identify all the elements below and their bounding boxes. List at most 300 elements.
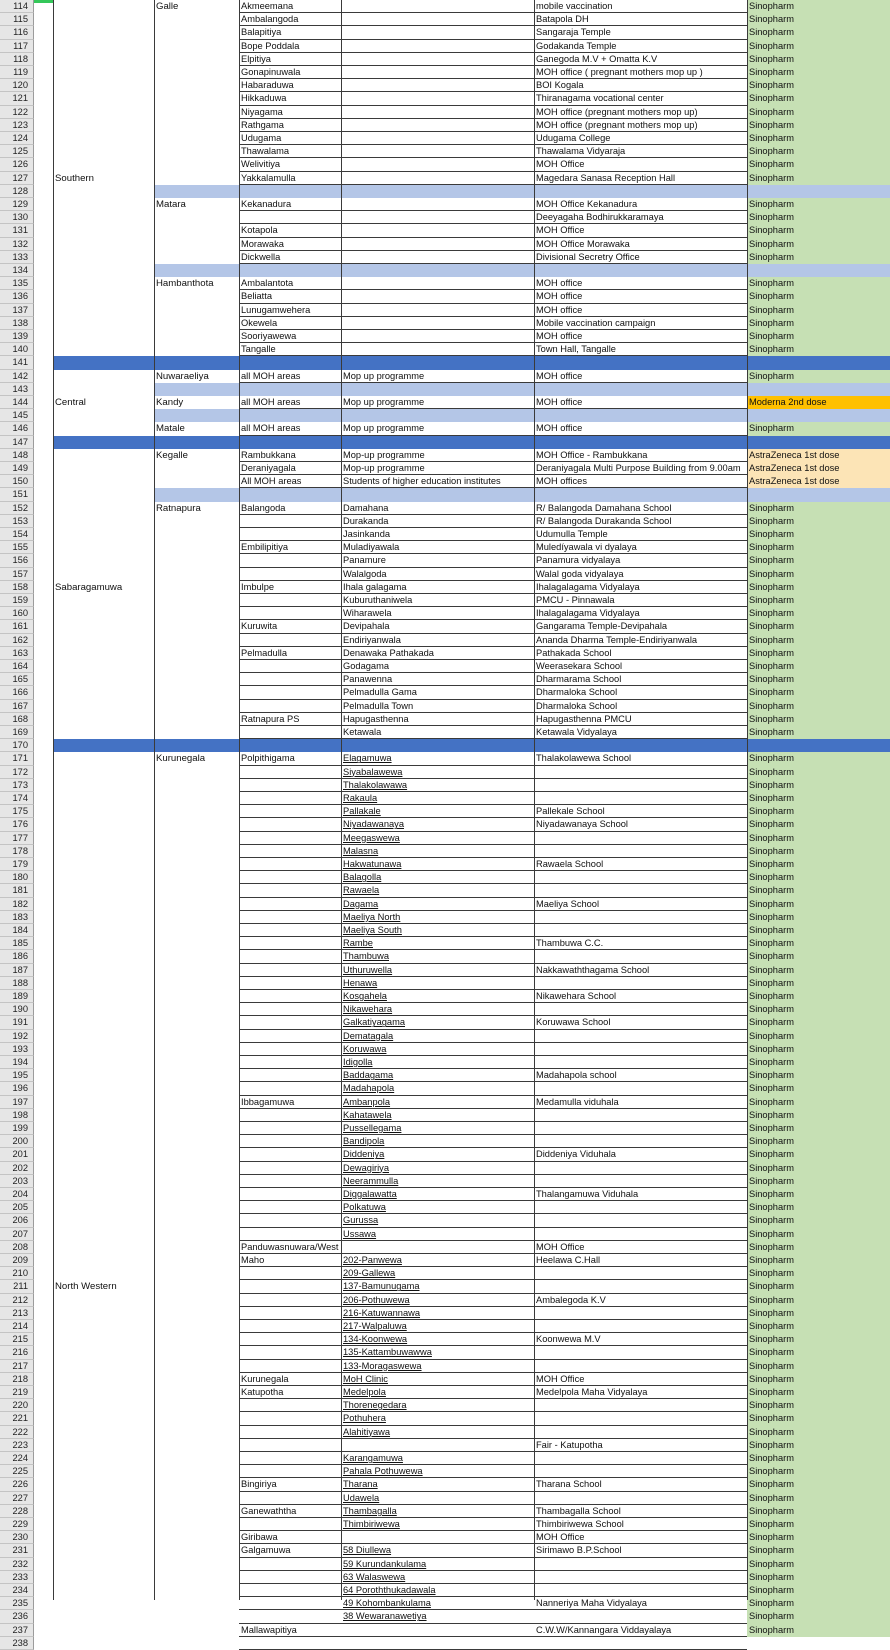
- row-number[interactable]: 230: [0, 1531, 34, 1544]
- row-number[interactable]: 168: [0, 713, 34, 726]
- blank-cell[interactable]: [34, 198, 53, 211]
- row-number[interactable]: 137: [0, 304, 34, 317]
- gn-division-cell[interactable]: Hapugasthenna: [343, 713, 409, 724]
- vaccination-center-cell[interactable]: C.W.W/Kannangara Viddayalaya: [536, 1624, 672, 1635]
- district-label[interactable]: Ratnapura: [156, 502, 201, 514]
- row-number[interactable]: 145: [0, 409, 34, 422]
- vaccine-type-cell[interactable]: Sinopharm: [747, 1228, 890, 1241]
- row-number[interactable]: 114: [0, 0, 34, 13]
- row-number[interactable]: 221: [0, 1412, 34, 1425]
- blank-cell[interactable]: [34, 1386, 53, 1399]
- row-number[interactable]: 151: [0, 488, 34, 501]
- blank-cell[interactable]: [34, 911, 53, 924]
- row-number[interactable]: 125: [0, 145, 34, 158]
- row-number[interactable]: 214: [0, 1320, 34, 1333]
- blank-cell[interactable]: [34, 422, 53, 435]
- blank-cell[interactable]: [34, 752, 53, 765]
- blank-cell[interactable]: [34, 1016, 53, 1029]
- gn-division-cell[interactable]: 59 Kurundankulama: [343, 1558, 427, 1569]
- moh-area-cell[interactable]: Imbulpe: [241, 581, 275, 592]
- blank-cell[interactable]: [34, 660, 53, 673]
- vaccine-type-cell[interactable]: Sinopharm: [747, 1373, 890, 1386]
- gn-division-cell[interactable]: Madahapola: [343, 1083, 395, 1094]
- gn-division-cell[interactable]: 217-Walpaluwa: [343, 1321, 407, 1331]
- vaccine-type-cell[interactable]: Sinopharm: [747, 1412, 890, 1425]
- moh-area-cell[interactable]: Hikkaduwa: [241, 93, 287, 104]
- moh-area-cell[interactable]: Kotapola: [241, 225, 278, 236]
- row-number[interactable]: 116: [0, 26, 34, 39]
- blank-cell[interactable]: [34, 1610, 53, 1623]
- gn-division-cell[interactable]: Pussellegama: [343, 1123, 402, 1133]
- vaccine-type-cell[interactable]: Sinopharm: [747, 1505, 890, 1518]
- row-number[interactable]: 218: [0, 1373, 34, 1386]
- blank-cell[interactable]: [34, 1492, 53, 1505]
- gn-division-cell[interactable]: Rambe: [343, 938, 373, 949]
- gn-division-cell[interactable]: Endiriyanwala: [343, 634, 401, 645]
- gn-division-cell[interactable]: Pelmadulla Gama: [343, 687, 417, 698]
- gn-division-cell[interactable]: Dematagala: [343, 1030, 394, 1041]
- row-number[interactable]: 176: [0, 818, 34, 831]
- blank-cell[interactable]: [34, 1228, 53, 1241]
- gn-division-cell[interactable]: Medelpola: [343, 1387, 386, 1397]
- gn-division-cell[interactable]: Mop up programme: [343, 423, 425, 434]
- blank-cell[interactable]: [34, 634, 53, 647]
- gn-division-cell[interactable]: 63 Walaswewa: [343, 1571, 406, 1582]
- vaccination-center-cell[interactable]: MOH office (pregnant mothers mop up): [536, 106, 698, 117]
- blank-cell[interactable]: [34, 1254, 53, 1267]
- moh-area-cell[interactable]: Ambalantota: [241, 278, 294, 289]
- vaccination-center-cell[interactable]: R/ Balangoda Durakanda School: [536, 515, 672, 526]
- vaccination-center-cell[interactable]: MOH office: [536, 291, 583, 302]
- vaccine-type-cell[interactable]: Sinopharm: [747, 1558, 890, 1571]
- gn-division-cell[interactable]: Idigolla: [343, 1057, 373, 1067]
- row-number[interactable]: 135: [0, 277, 34, 290]
- row-number[interactable]: 134: [0, 264, 34, 277]
- vaccination-center-cell[interactable]: R/ Balangoda Damahana School: [536, 502, 672, 513]
- blank-cell[interactable]: [34, 832, 53, 845]
- moh-area-cell[interactable]: Panduwasnuwara/West: [241, 1241, 339, 1252]
- row-number[interactable]: 238: [0, 1637, 34, 1650]
- gn-division-cell[interactable]: Devipahala: [343, 621, 390, 632]
- row-number[interactable]: 120: [0, 79, 34, 92]
- blank-cell[interactable]: [34, 554, 53, 567]
- vaccine-type-cell[interactable]: Sinopharm: [747, 726, 890, 739]
- blank-cell[interactable]: [34, 871, 53, 884]
- vaccine-type-cell[interactable]: Moderna 2nd dose: [747, 396, 890, 409]
- vaccine-type-cell[interactable]: Sinopharm: [747, 1584, 890, 1597]
- gn-division-cell[interactable]: 202-Panwewa: [343, 1255, 402, 1265]
- blank-cell[interactable]: [34, 1360, 53, 1373]
- blank-cell[interactable]: [34, 779, 53, 792]
- blank-cell[interactable]: [34, 1412, 53, 1425]
- row-number[interactable]: 195: [0, 1069, 34, 1082]
- district-label[interactable]: Kurunegala: [156, 753, 206, 765]
- vaccination-center-cell[interactable]: Hapugasthenna PMCU: [536, 713, 632, 724]
- row-number[interactable]: 165: [0, 673, 34, 686]
- vaccine-type-cell[interactable]: Sinopharm: [747, 1175, 890, 1188]
- blank-cell[interactable]: [34, 898, 53, 911]
- vaccine-type-cell[interactable]: Sinopharm: [747, 1294, 890, 1307]
- gn-division-cell[interactable]: Pahala Pothuwewa: [343, 1466, 423, 1477]
- blank-cell[interactable]: [34, 1109, 53, 1122]
- vaccination-center-cell[interactable]: Thalakolawewa School: [536, 753, 632, 764]
- row-number[interactable]: 171: [0, 752, 34, 765]
- gn-division-cell[interactable]: Thorenegedara: [343, 1400, 407, 1411]
- blank-cell[interactable]: [34, 1544, 53, 1557]
- row-number[interactable]: 201: [0, 1148, 34, 1161]
- moh-area-cell[interactable]: Dickwella: [241, 251, 281, 262]
- row-number[interactable]: 189: [0, 990, 34, 1003]
- vaccination-center-cell[interactable]: Heelawa C.Hall: [536, 1255, 601, 1265]
- vaccine-type-cell[interactable]: Sinopharm: [747, 1148, 890, 1161]
- vaccination-center-cell[interactable]: Dharmarama School: [536, 674, 622, 685]
- gn-division-cell[interactable]: Rawaela: [343, 885, 380, 896]
- gn-division-cell[interactable]: Koruwawa: [343, 1043, 387, 1054]
- blank-cell[interactable]: [34, 158, 53, 171]
- vaccine-type-cell[interactable]: Sinopharm: [747, 858, 890, 871]
- vaccination-center-cell[interactable]: Medelpola Maha Vidyalaya: [536, 1387, 648, 1397]
- vaccination-center-cell[interactable]: MOH Office: [536, 1373, 585, 1384]
- blank-cell[interactable]: [34, 1320, 53, 1333]
- gn-division-cell[interactable]: Maeliya South: [343, 925, 402, 935]
- row-number[interactable]: 123: [0, 119, 34, 132]
- row-number[interactable]: 202: [0, 1162, 34, 1175]
- row-number[interactable]: 223: [0, 1439, 34, 1452]
- row-number[interactable]: 200: [0, 1135, 34, 1148]
- vaccine-type-cell[interactable]: Sinopharm: [747, 950, 890, 963]
- district-label[interactable]: Nuwaraeliya: [156, 370, 209, 382]
- gn-division-cell[interactable]: MoH Clinic: [343, 1373, 388, 1384]
- vaccine-type-cell[interactable]: Sinopharm: [747, 238, 890, 251]
- vaccine-type-cell[interactable]: Sinopharm: [747, 13, 890, 26]
- blank-cell[interactable]: [34, 700, 53, 713]
- vaccination-center-cell[interactable]: Thalangamuwa Viduhala: [536, 1189, 639, 1199]
- vaccine-type-cell[interactable]: Sinopharm: [747, 119, 890, 132]
- row-number[interactable]: 142: [0, 370, 34, 383]
- blank-cell[interactable]: [34, 290, 53, 303]
- vaccine-type-cell[interactable]: AstraZeneca 1st dose: [747, 449, 890, 462]
- vaccination-center-cell[interactable]: Ihalagalagama Vidyalaya: [536, 581, 640, 592]
- province-cell[interactable]: [53, 409, 154, 422]
- row-number[interactable]: 175: [0, 805, 34, 818]
- vaccine-type-cell[interactable]: Sinopharm: [747, 568, 890, 581]
- vaccine-type-cell[interactable]: Sinopharm: [747, 871, 890, 884]
- moh-area-cell[interactable]: Welivitiya: [241, 159, 281, 170]
- vaccination-center-cell[interactable]: Thawalama Vidyaraja: [536, 146, 626, 157]
- blank-cell[interactable]: [34, 858, 53, 871]
- vaccine-type-cell[interactable]: Sinopharm: [747, 211, 890, 224]
- gn-division-cell[interactable]: Elagamuwa: [343, 753, 392, 764]
- gn-division-cell[interactable]: Baddagama: [343, 1070, 394, 1081]
- vaccine-type-cell[interactable]: Sinopharm: [747, 594, 890, 607]
- vaccination-center-cell[interactable]: Sangaraja Temple: [536, 27, 611, 38]
- moh-area-cell[interactable]: Thawalama: [241, 146, 290, 157]
- row-number[interactable]: 152: [0, 502, 34, 515]
- moh-area-cell[interactable]: Ibbagamuwa: [241, 1096, 295, 1107]
- vaccination-center-cell[interactable]: Nanneriya Maha Vidyalaya: [536, 1598, 647, 1609]
- gn-division-cell[interactable]: Thambuwa: [343, 951, 389, 962]
- vaccination-center-cell[interactable]: Maeliya School: [536, 898, 600, 909]
- row-number[interactable]: 222: [0, 1426, 34, 1439]
- blank-cell[interactable]: [34, 119, 53, 132]
- row-number[interactable]: 166: [0, 686, 34, 699]
- vaccine-type-cell[interactable]: Sinopharm: [747, 1478, 890, 1491]
- row-number[interactable]: 174: [0, 792, 34, 805]
- province-label[interactable]: Southern: [55, 172, 94, 184]
- vaccine-type-cell[interactable]: Sinopharm: [747, 1597, 890, 1610]
- vaccination-center-cell[interactable]: Udumulla Temple: [536, 529, 608, 539]
- blank-cell[interactable]: [34, 1214, 53, 1227]
- blank-cell[interactable]: [34, 686, 53, 699]
- moh-area-cell[interactable]: Ambalangoda: [241, 14, 299, 25]
- row-number[interactable]: 213: [0, 1307, 34, 1320]
- gn-division-cell[interactable]: Ussawa: [343, 1228, 377, 1239]
- moh-area-cell[interactable]: Yakkalamulla: [241, 172, 296, 183]
- moh-area-cell[interactable]: Elpitiya: [241, 53, 271, 64]
- gn-division-cell[interactable]: Mop up programme: [343, 370, 425, 381]
- row-number[interactable]: 164: [0, 660, 34, 673]
- row-number[interactable]: 126: [0, 158, 34, 171]
- gn-division-cell[interactable]: Thimbiriwewa: [343, 1519, 400, 1529]
- row-number[interactable]: 117: [0, 40, 34, 53]
- blank-cell[interactable]: [34, 713, 53, 726]
- blank-cell[interactable]: [34, 1597, 53, 1610]
- vaccine-type-cell[interactable]: Sinopharm: [747, 66, 890, 79]
- gn-division-cell[interactable]: 206-Pothuwewa: [343, 1294, 410, 1305]
- vaccination-center-cell[interactable]: Batapola DH: [536, 14, 589, 25]
- gn-division-cell[interactable]: Mop up programme: [343, 397, 425, 407]
- blank-cell[interactable]: [34, 106, 53, 119]
- moh-area-cell[interactable]: Pelmadulla: [241, 647, 287, 658]
- vaccination-center-cell[interactable]: Pallekale School: [536, 806, 605, 817]
- row-number[interactable]: 136: [0, 290, 34, 303]
- vaccine-type-cell[interactable]: Sinopharm: [747, 1386, 890, 1399]
- vaccine-type-cell[interactable]: Sinopharm: [747, 1610, 890, 1623]
- row-number[interactable]: 179: [0, 858, 34, 871]
- blank-cell[interactable]: [34, 990, 53, 1003]
- vaccination-center-cell[interactable]: Koonwewa M.V: [536, 1334, 601, 1345]
- moh-area-cell[interactable]: Akmeemana: [241, 1, 294, 11]
- row-number[interactable]: 148: [0, 449, 34, 462]
- blank-cell[interactable]: [34, 884, 53, 897]
- row-number[interactable]: 194: [0, 1056, 34, 1069]
- moh-area-cell[interactable]: Kekanadura: [241, 199, 292, 209]
- gn-division-cell[interactable]: Muladiyawala: [343, 542, 400, 553]
- row-number[interactable]: 226: [0, 1478, 34, 1491]
- gn-division-cell[interactable]: Ketawala: [343, 727, 382, 737]
- row-number[interactable]: 197: [0, 1096, 34, 1109]
- vaccine-type-cell[interactable]: Sinopharm: [747, 1003, 890, 1016]
- vaccination-center-cell[interactable]: MOH offices: [536, 476, 587, 487]
- gn-division-cell[interactable]: Jasinkanda: [343, 529, 391, 539]
- row-number[interactable]: 237: [0, 1624, 34, 1637]
- row-number[interactable]: 144: [0, 396, 34, 409]
- gn-division-cell[interactable]: Pothuhera: [343, 1413, 386, 1424]
- row-number[interactable]: 232: [0, 1558, 34, 1571]
- vaccine-type-cell[interactable]: Sinopharm: [747, 26, 890, 39]
- moh-area-cell[interactable]: Habaraduwa: [241, 80, 294, 91]
- moh-area-cell[interactable]: Ratnapura PS: [241, 713, 300, 724]
- vaccine-type-cell[interactable]: Sinopharm: [747, 1492, 890, 1505]
- row-number[interactable]: 130: [0, 211, 34, 224]
- gn-division-cell[interactable]: Godagama: [343, 661, 389, 671]
- moh-area-cell[interactable]: Polpithigama: [241, 753, 295, 764]
- blank-cell[interactable]: [34, 1069, 53, 1082]
- vaccine-type-cell[interactable]: Sinopharm: [747, 554, 890, 567]
- blank-cell[interactable]: [34, 0, 53, 13]
- moh-area-cell[interactable]: Deraniyagala: [241, 463, 296, 473]
- province-cell[interactable]: [53, 264, 154, 277]
- vaccination-center-cell[interactable]: Thambuwa C.C.: [536, 938, 604, 949]
- blank-cell[interactable]: [34, 1267, 53, 1280]
- blank-cell[interactable]: [34, 1188, 53, 1201]
- row-number[interactable]: 127: [0, 172, 34, 185]
- vaccine-type-cell[interactable]: Sinopharm: [747, 766, 890, 779]
- row-number[interactable]: 224: [0, 1452, 34, 1465]
- row-number[interactable]: 236: [0, 1610, 34, 1623]
- moh-area-cell[interactable]: Okewela: [241, 317, 278, 328]
- blank-cell[interactable]: [34, 224, 53, 237]
- blank-cell[interactable]: [34, 1624, 53, 1637]
- vaccination-center-cell[interactable]: BOI Kogala: [536, 80, 584, 91]
- vaccination-center-cell[interactable]: MOH office (pregnant mothers mop up): [536, 119, 698, 130]
- row-number[interactable]: 220: [0, 1399, 34, 1412]
- vaccine-type-cell[interactable]: Sinopharm: [747, 898, 890, 911]
- vaccination-center-cell[interactable]: Nikawehara School: [536, 991, 617, 1001]
- row-number[interactable]: 235: [0, 1597, 34, 1610]
- moh-area-cell[interactable]: Embilipitiya: [241, 542, 289, 553]
- row-number[interactable]: 139: [0, 330, 34, 343]
- gn-division-cell[interactable]: Rakaula: [343, 793, 378, 803]
- vaccine-type-cell[interactable]: Sinopharm: [747, 1109, 890, 1122]
- vaccine-type-cell[interactable]: Sinopharm: [747, 502, 890, 515]
- row-number[interactable]: 146: [0, 422, 34, 435]
- vaccine-type-cell[interactable]: Sinopharm: [747, 158, 890, 171]
- gn-division-cell[interactable]: 209-Gallewa: [343, 1268, 396, 1279]
- vaccination-center-cell[interactable]: Dharmaloka School: [536, 687, 618, 698]
- row-number[interactable]: 225: [0, 1465, 34, 1478]
- vaccination-center-cell[interactable]: MOH Office - Rambukkana: [536, 449, 648, 460]
- row-number[interactable]: 231: [0, 1544, 34, 1557]
- blank-cell[interactable]: [34, 396, 53, 409]
- blank-cell[interactable]: [34, 924, 53, 937]
- vaccine-type-cell[interactable]: Sinopharm: [747, 132, 890, 145]
- province-cell[interactable]: [53, 185, 154, 198]
- row-number[interactable]: 193: [0, 1043, 34, 1056]
- blank-cell[interactable]: [34, 251, 53, 264]
- gn-division-cell[interactable]: Malasna: [343, 845, 379, 856]
- vaccination-center-cell[interactable]: Diddeniya Viduhala: [536, 1149, 616, 1160]
- row-number[interactable]: 186: [0, 950, 34, 963]
- vaccine-type-cell[interactable]: Sinopharm: [747, 1346, 890, 1359]
- gn-division-cell[interactable]: Ambanpola: [343, 1096, 391, 1107]
- gn-division-cell[interactable]: Meegaswewa: [343, 832, 400, 843]
- gn-division-cell[interactable]: Karangamuwa: [343, 1453, 403, 1463]
- vaccine-type-cell[interactable]: Sinopharm: [747, 277, 890, 290]
- row-number[interactable]: 157: [0, 568, 34, 581]
- blank-cell[interactable]: [34, 647, 53, 660]
- blank-cell[interactable]: [34, 1241, 53, 1254]
- row-number[interactable]: 173: [0, 779, 34, 792]
- vaccine-type-cell[interactable]: Sinopharm: [747, 0, 890, 13]
- gn-division-cell[interactable]: 137-Bamunugama: [343, 1281, 420, 1292]
- vaccination-center-cell[interactable]: Muledíyawala vi dyalaya: [536, 542, 637, 553]
- vaccine-type-cell[interactable]: Sinopharm: [747, 370, 890, 383]
- blank-cell[interactable]: [34, 1003, 53, 1016]
- row-number[interactable]: 227: [0, 1492, 34, 1505]
- gn-division-cell[interactable]: Diddeniya: [343, 1149, 385, 1160]
- vaccination-center-cell[interactable]: MOH office: [536, 304, 583, 315]
- vaccination-center-cell[interactable]: Deeyagaha Bodhirukkaramaya: [536, 212, 664, 223]
- blank-cell[interactable]: [34, 277, 53, 290]
- vaccine-type-cell[interactable]: Sinopharm: [747, 79, 890, 92]
- blank-cell[interactable]: [34, 26, 53, 39]
- row-number[interactable]: 119: [0, 66, 34, 79]
- row-number[interactable]: 188: [0, 977, 34, 990]
- gn-division-cell[interactable]: Pallakale: [343, 806, 381, 817]
- row-number[interactable]: 185: [0, 937, 34, 950]
- blank-cell[interactable]: [34, 726, 53, 739]
- blank-cell[interactable]: [34, 1175, 53, 1188]
- row-number[interactable]: 149: [0, 462, 34, 475]
- row-number[interactable]: 181: [0, 884, 34, 897]
- vaccination-center-cell[interactable]: mobile vaccination: [536, 1, 613, 11]
- vaccine-type-cell[interactable]: Sinopharm: [747, 911, 890, 924]
- blank-cell[interactable]: [34, 317, 53, 330]
- blank-cell[interactable]: [34, 1505, 53, 1518]
- moh-area-cell[interactable]: Giribawa: [241, 1532, 278, 1543]
- blank-cell[interactable]: [34, 1280, 53, 1293]
- vaccine-type-cell[interactable]: Sinopharm: [747, 145, 890, 158]
- vaccination-center-cell[interactable]: MOH office: [536, 397, 583, 407]
- row-number[interactable]: 140: [0, 343, 34, 356]
- vaccination-center-cell[interactable]: Sirimawo B.P.School: [536, 1545, 622, 1556]
- row-number[interactable]: 211: [0, 1280, 34, 1293]
- vaccination-center-cell[interactable]: Tharana School: [536, 1479, 602, 1490]
- row-number[interactable]: 207: [0, 1228, 34, 1241]
- vaccine-type-cell[interactable]: Sinopharm: [747, 422, 890, 435]
- vaccination-center-cell[interactable]: Thiranagama vocational center: [536, 93, 664, 104]
- gn-division-cell[interactable]: Tharana: [343, 1479, 378, 1490]
- district-label[interactable]: Kegalle: [156, 449, 189, 461]
- blank-cell[interactable]: [34, 238, 53, 251]
- vaccine-type-cell[interactable]: Sinopharm: [747, 924, 890, 937]
- gn-division-cell[interactable]: Mop-up programme: [343, 463, 425, 473]
- blank-cell[interactable]: [34, 1043, 53, 1056]
- blank-cell[interactable]: [34, 1465, 53, 1478]
- row-number[interactable]: 133: [0, 251, 34, 264]
- blank-cell[interactable]: [34, 1148, 53, 1161]
- vaccine-type-cell[interactable]: Sinopharm: [747, 1571, 890, 1584]
- vaccine-type-cell[interactable]: Sinopharm: [747, 1056, 890, 1069]
- moh-area-cell[interactable]: Bope Poddala: [241, 40, 300, 51]
- moh-area-cell[interactable]: all MOH areas: [241, 370, 301, 381]
- vaccination-center-cell[interactable]: MOH Office Kekanadura: [536, 199, 638, 209]
- blank-cell[interactable]: [34, 792, 53, 805]
- blank-cell[interactable]: [34, 330, 53, 343]
- blank-cell[interactable]: [34, 1162, 53, 1175]
- blank-cell[interactable]: [34, 977, 53, 990]
- blank-cell[interactable]: [34, 805, 53, 818]
- blank-cell[interactable]: [34, 1373, 53, 1386]
- vaccination-center-cell[interactable]: Ambalegoda K.V: [536, 1294, 606, 1305]
- row-number[interactable]: 124: [0, 132, 34, 145]
- vaccine-type-cell[interactable]: Sinopharm: [747, 1162, 890, 1175]
- vaccine-type-cell[interactable]: Sinopharm: [747, 1135, 890, 1148]
- gn-division-cell[interactable]: Wiharawela: [343, 608, 392, 619]
- row-number[interactable]: 196: [0, 1082, 34, 1095]
- blank-cell[interactable]: [34, 568, 53, 581]
